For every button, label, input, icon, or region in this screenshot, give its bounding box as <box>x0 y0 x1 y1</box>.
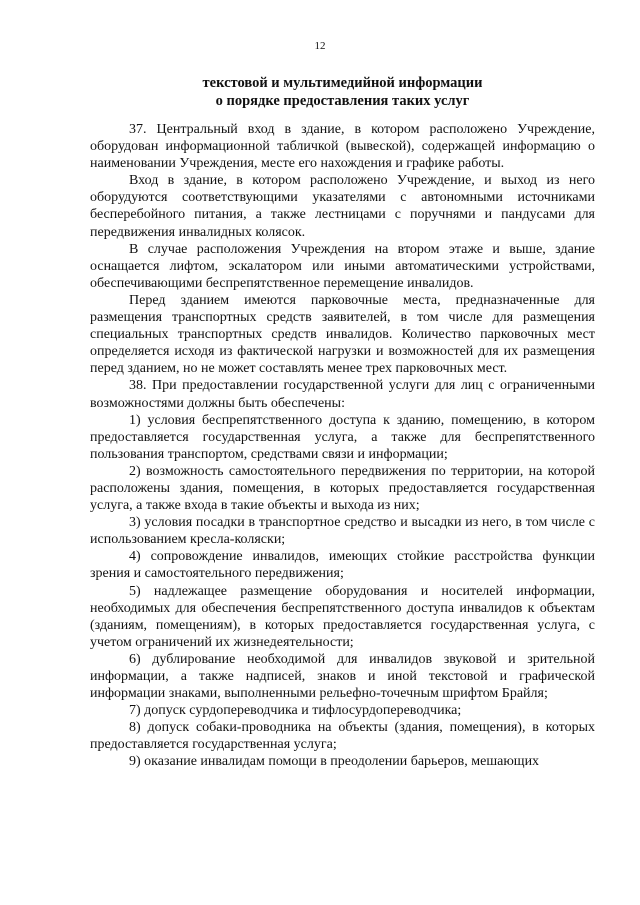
paragraph: В случае расположения Учреждения на втором этаже и выше, здание оснащается лифтом, эскалатором или иными автоматическими устройствами, обеспечивающими беспрепятственное перемещение инвалидов. <box>90 241 595 291</box>
list-item: 2) возможность самостоятельного передвижения по территории, на которой расположены здания, помещения, в которых предоставляется государственная услуга, а также входа в такие объекты и выхода из них; <box>90 463 595 514</box>
heading-line: текстовой и мультимедийной информации <box>202 75 483 91</box>
list-item: 4) сопровождение инвалидов, имеющих стойкие расстройства функции зрения и самостоятельного передвижения; <box>90 549 595 582</box>
paragraph: Вход в здание, в котором расположено Учреждение, и выход из него оборудуются соответствующими указателями с автономными источниками бесперебойного питания, а также лестницами с поручнями и пандусами для передвижения инвалидных колясок. <box>90 173 595 240</box>
list-item: 3) условия посадки в транспортное средство и высадки из него, в том числе с использованием кресла-коляски; <box>90 515 595 548</box>
list-item: 5) надлежащее размещение оборудования и носителей информации, необходимых для обеспечения беспрепятственного доступа инвалидов к объектам (зданиям, помещениям), в которых предоставляется государственная услуга, с учетом ограничений их жизнедеятельности; <box>90 583 595 650</box>
list-item: 1) условия беспрепятственного доступа к зданию, помещению, в котором предоставляется государственная услуга, а также для беспрепятственного пользования транспортом, средствами связи и информации; <box>90 412 595 462</box>
paragraph: 37. Центральный вход в здание, в котором расположено Учреждение, оборудован информационной табличкой (вывеской), содержащей информацию о наименовании Учреждения, месте его нахождения и графике работы. <box>90 122 595 172</box>
heading-line: о порядке предоставления таких услуг <box>215 93 470 109</box>
list-item: 6) дублирование необходимой для инвалидов звуковой и зрительной информации, а также надписей, знаков и иной текстовой и графической информации знаками, выполненными рельефно-точечным шрифтом Брайля; <box>90 651 595 702</box>
list-item: 7) допуск сурдопереводчика и тифлосурдопереводчика; <box>129 703 462 719</box>
page-number: 12 <box>314 40 326 52</box>
body-text <box>90 121 595 771</box>
list-item: 8) допуск собаки-проводника на объекты (здания, помещения), в которых предоставляется государственная услуга; <box>90 720 595 753</box>
paragraph: 38. При предоставлении государственной услуги для лиц с ограниченными возможностями должны быть обеспечены: <box>90 378 595 411</box>
section-heading <box>90 74 595 110</box>
list-item: 9) оказание инвалидам помощи в преодолении барьеров, мешающих <box>129 754 540 770</box>
paragraph: Перед зданием имеются парковочные места, предназначенные для размещения транспортных средств заявителей, в том числе для размещения специальных транспортных средств инвалидов. Количество парковочных мест определяется исходя из фактической нагрузки и возможностей для их размещения перед зданием, но не может составлять менее трех парковочных мест. <box>90 292 595 377</box>
